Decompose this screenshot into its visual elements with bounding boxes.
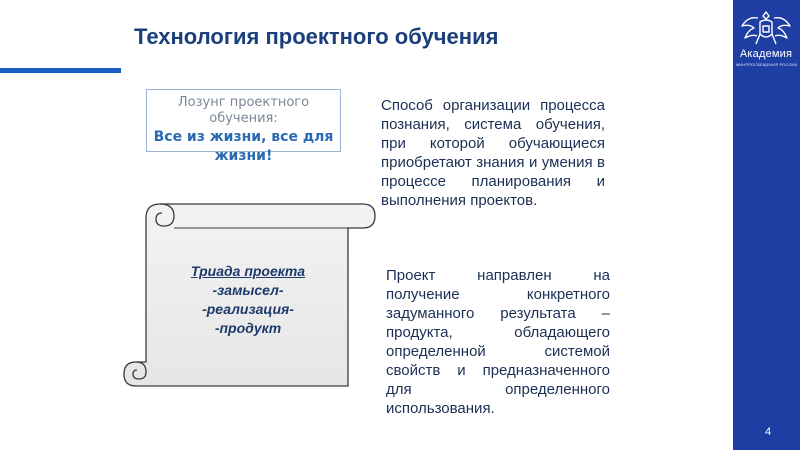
project-definition: Проект направлен на получение конкретного задуманного результата – продукта, обладающего определенной системой свойств и предназначенного для определенного использования. bbox=[386, 267, 610, 417]
triad-title: Триада проекта bbox=[190, 263, 306, 279]
triad-item: -реализация- bbox=[202, 301, 294, 317]
slide-title: Технология проектного обучения bbox=[134, 24, 499, 49]
slogan-box bbox=[146, 89, 341, 164]
slogan-motto-line2: жизни! bbox=[214, 148, 273, 164]
triad-item: -замысел- bbox=[212, 282, 284, 298]
title-underline bbox=[0, 68, 121, 73]
method-definition: Способ организации процесса познания, система обучения, при которой обучающиеся приобретают знания и умения в процессе планирования и выполнения проектов. bbox=[381, 97, 605, 209]
triad-item: -продукт bbox=[214, 320, 282, 336]
slogan-label: Лозунг проектного обучения: bbox=[177, 95, 310, 126]
page-number: 4 bbox=[764, 426, 772, 438]
triad-block bbox=[160, 262, 336, 338]
brand-logo-subtext: МИНПРОСВЕЩЕНИЯ РОССИИ bbox=[736, 62, 798, 67]
brand-logo-text: Академия bbox=[739, 48, 793, 60]
slogan-motto-line1: Все из жизни, все для bbox=[153, 129, 334, 145]
